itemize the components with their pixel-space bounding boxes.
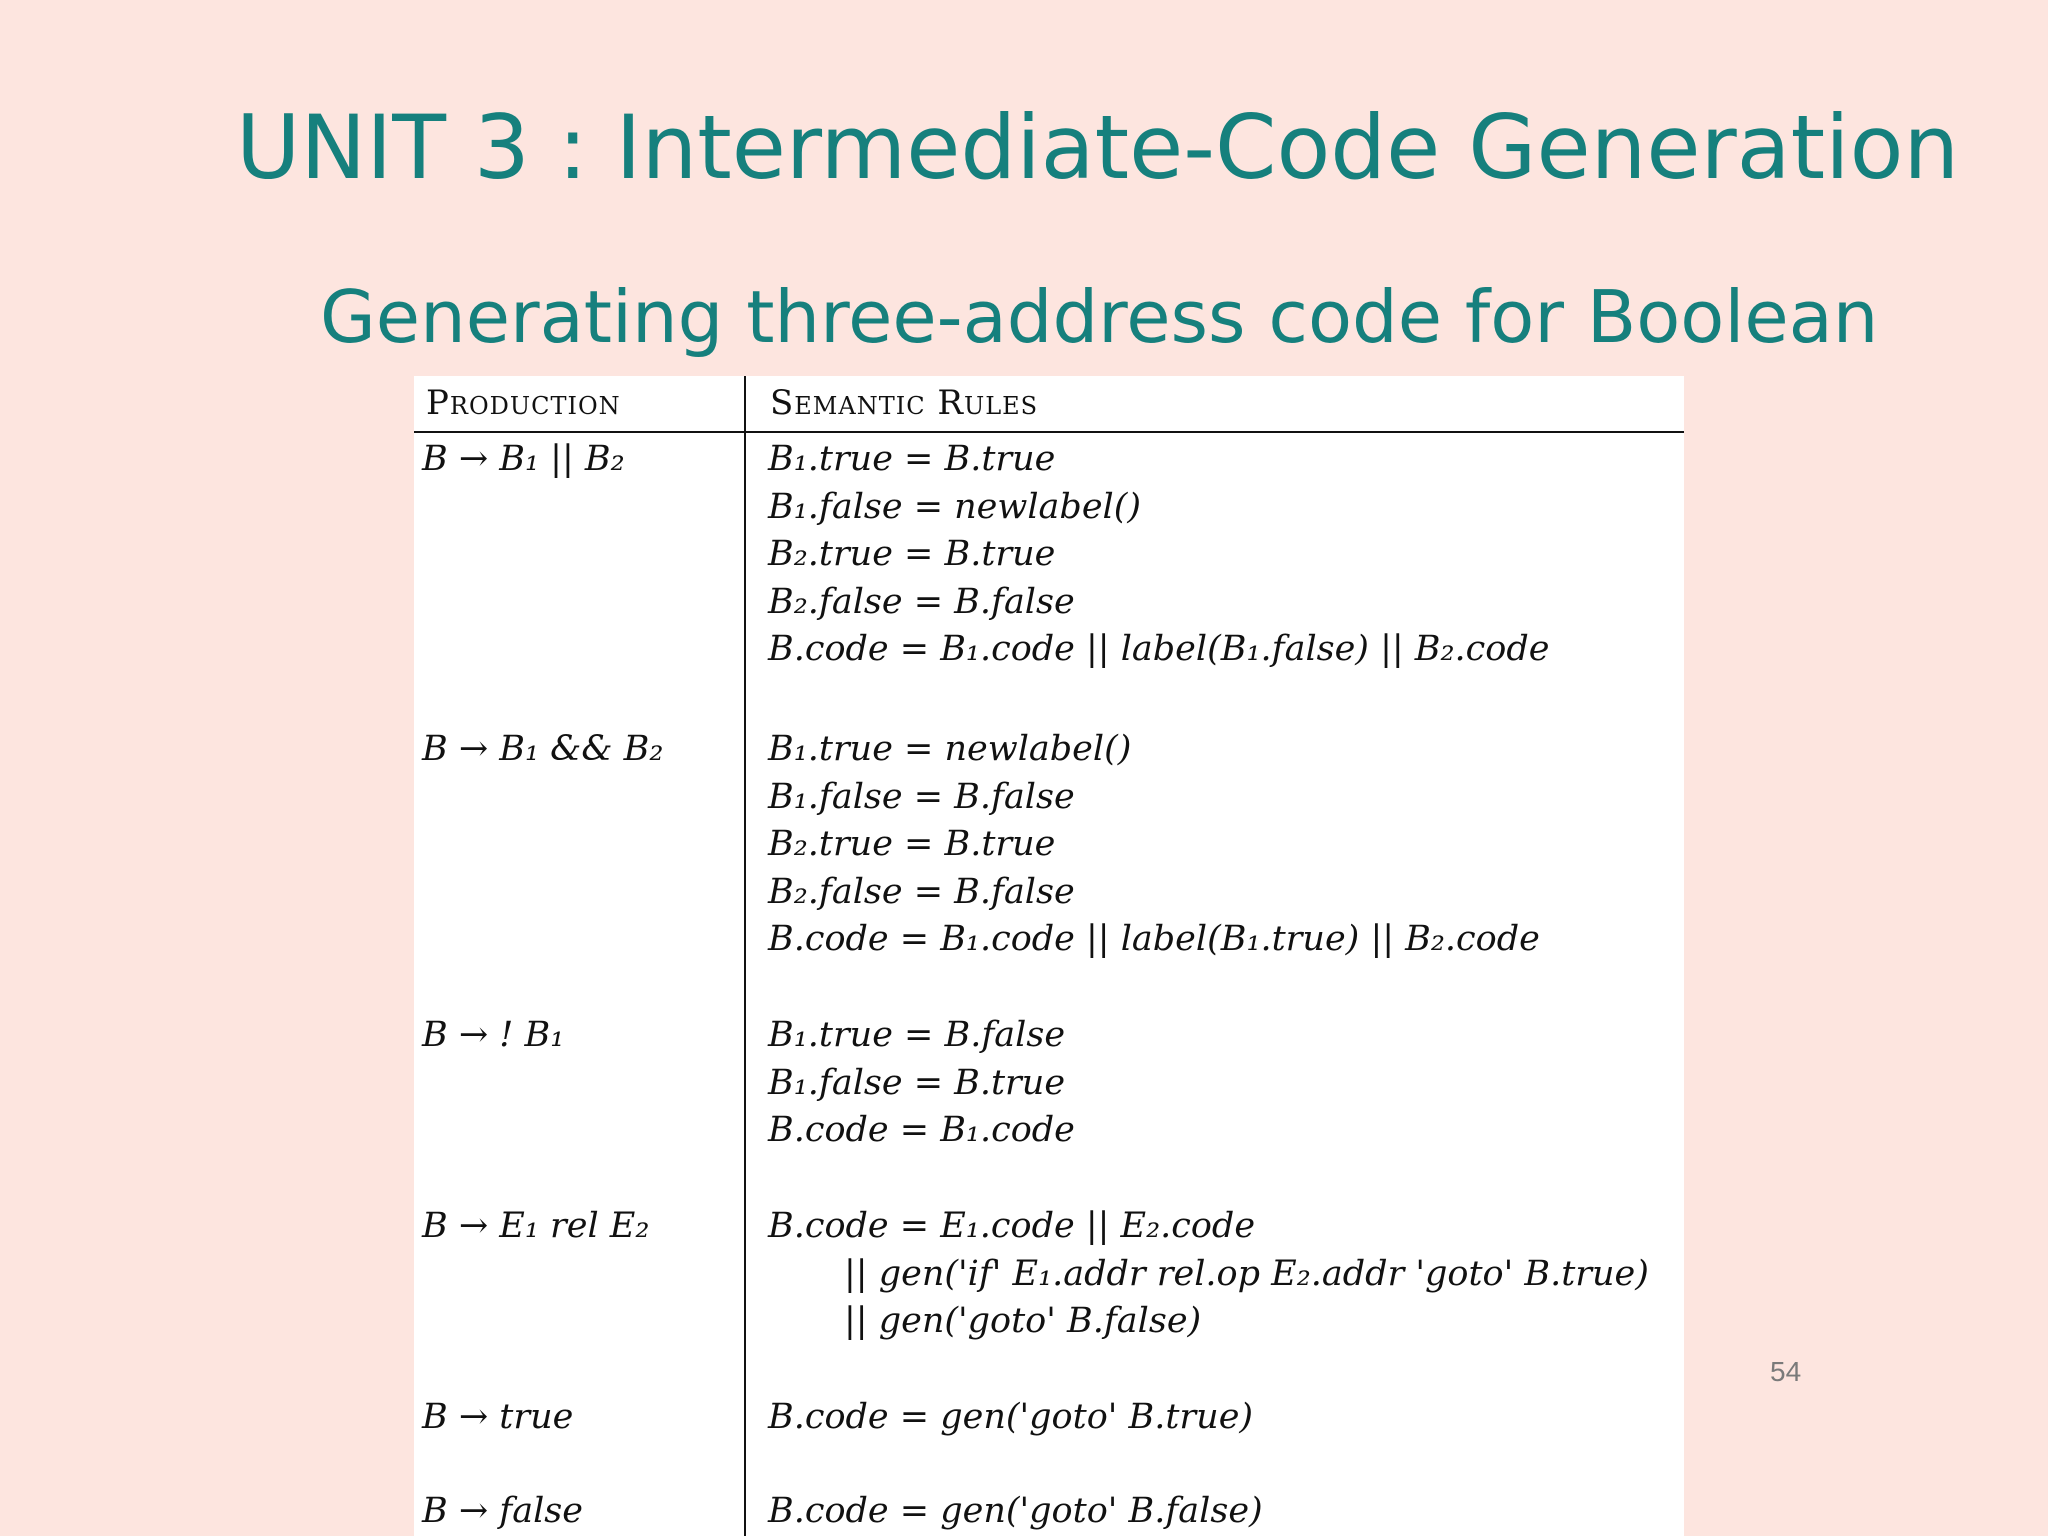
rule-line: B₂.true = B.true <box>768 534 1056 574</box>
slide-number: 54 <box>1770 1356 1802 1387</box>
rules-false <box>768 1488 1263 1536</box>
rule-line: B₁.false = B.false <box>768 776 1075 817</box>
rule-line: B.code = B₁.code || label(B₁.true) || B₂.code <box>768 919 1540 959</box>
rule-line: B₂.true = B.true <box>768 824 1056 864</box>
rules-and <box>768 726 1540 964</box>
rule-line: B.code = E₁.code || E₂.code <box>768 1206 1256 1246</box>
slide-subtitle: Generating three-address code for Boolean <box>320 275 1879 359</box>
rule-line: B.code = B₁.code || label(B₁.false) || B₂.code <box>768 629 1550 669</box>
production-rel: B → E₁ rel E₂ <box>422 1206 650 1246</box>
rule-line: B₁.true = B.true <box>768 439 1056 479</box>
production-or: B → B₁ || B₂ <box>422 439 625 479</box>
rule-line: B₁.false = newlabel() <box>768 486 1142 527</box>
rule-line: B₁.true = B.false <box>768 1015 1066 1055</box>
rule-line: B₂.false = B.false <box>768 871 1075 912</box>
header-rule <box>414 431 1684 433</box>
slide-title: UNIT 3 : Intermediate-Code Generation <box>236 96 1960 199</box>
rules-or <box>768 436 1549 674</box>
rule-line: || gen('goto' B.false) <box>844 1301 1202 1341</box>
header-production: Production <box>426 383 621 423</box>
rule-line: B₁.false = B.true <box>768 1062 1066 1103</box>
production-true: B → true <box>422 1397 574 1437</box>
column-divider <box>744 376 746 1536</box>
rule-line: B.code = gen('goto' B.true) <box>768 1397 1254 1437</box>
header-semantic-rules: Semantic Rules <box>770 383 1039 423</box>
rules-not <box>768 1012 1075 1155</box>
rule-line: B.code = gen('goto' B.false) <box>768 1491 1263 1531</box>
rules-rel <box>768 1203 1649 1346</box>
production-not: B → ! B₁ <box>422 1015 565 1055</box>
rule-line: B₁.true = newlabel() <box>768 729 1132 769</box>
rule-line: || gen('if' E₁.addr rel.op E₂.addr 'goto' B.true) <box>844 1253 1649 1294</box>
production-and: B → B₁ && B₂ <box>422 729 664 769</box>
rule-line: B.code = B₁.code <box>768 1110 1075 1150</box>
rules-true <box>768 1394 1253 1442</box>
semantic-rules-table <box>414 376 1684 1536</box>
rule-line: B₂.false = B.false <box>768 581 1075 622</box>
production-false: B → false <box>422 1491 583 1531</box>
